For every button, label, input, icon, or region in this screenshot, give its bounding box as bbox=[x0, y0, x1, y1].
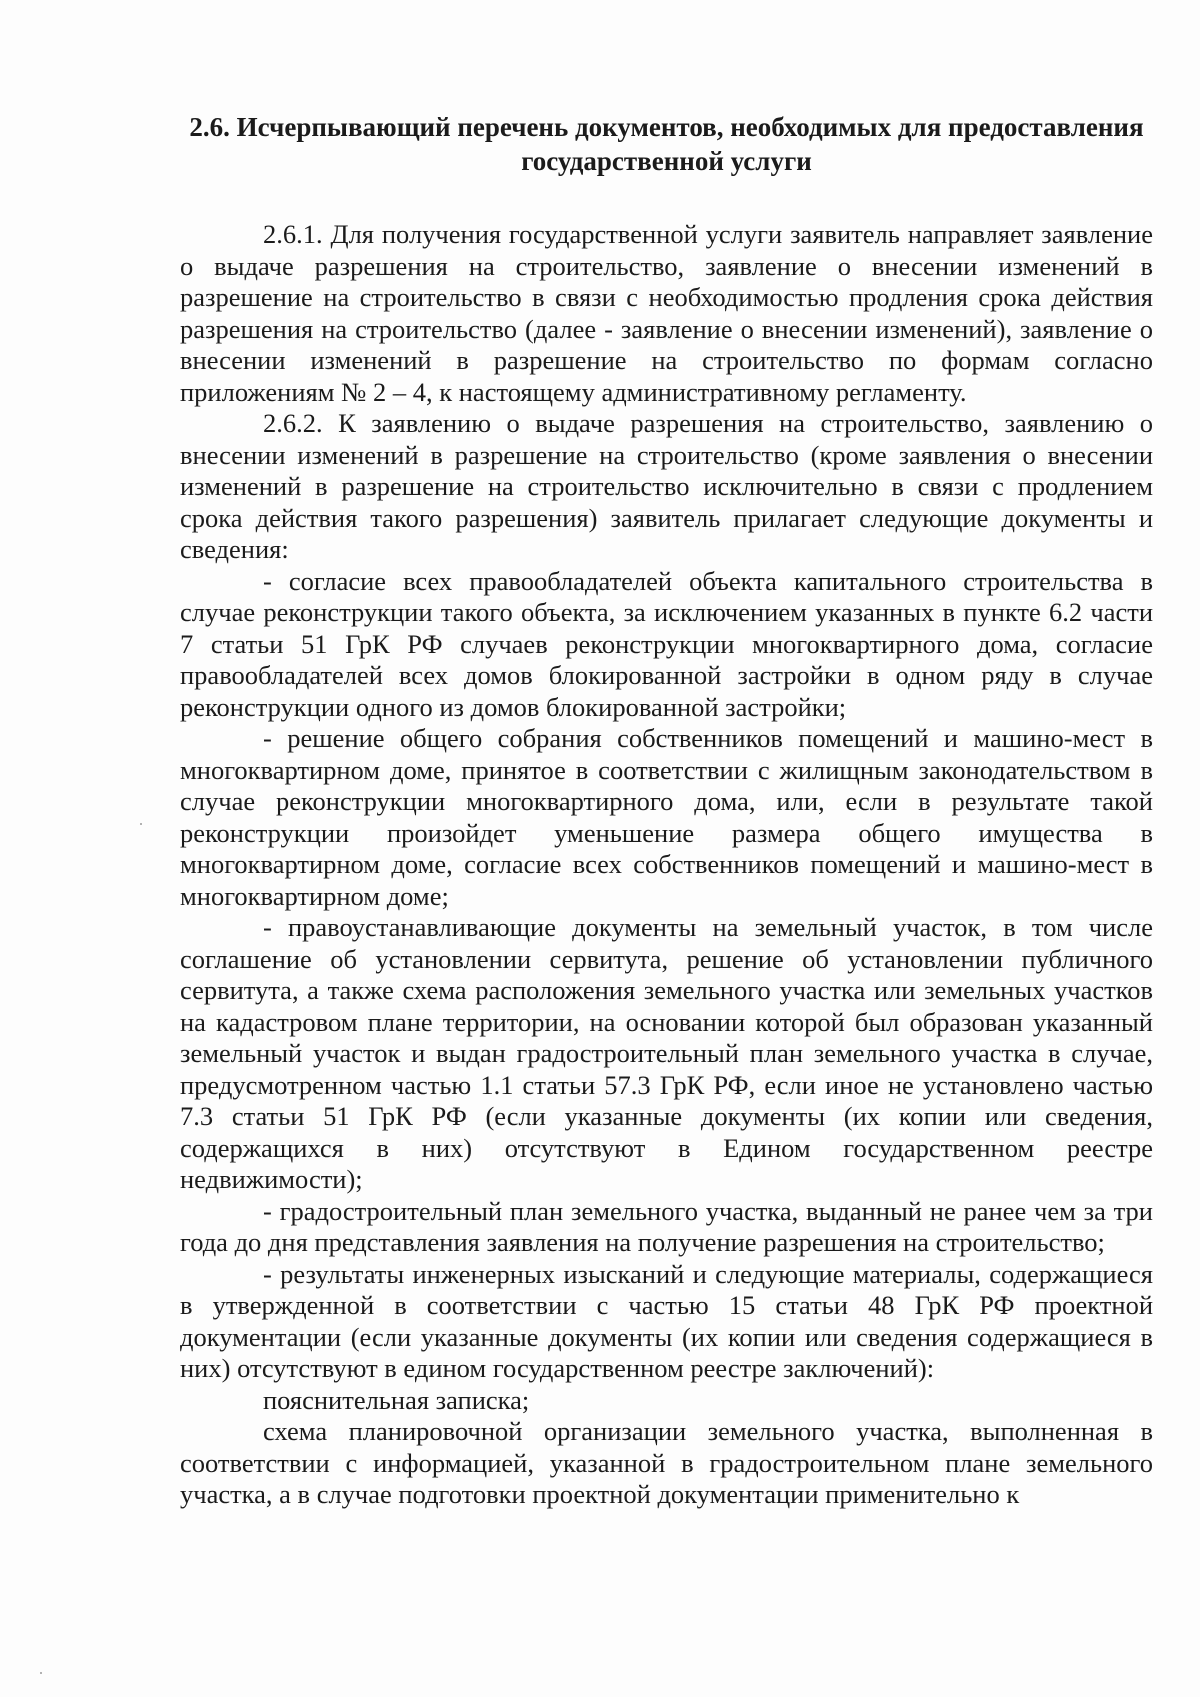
list-item-meeting-decision: - решение общего собрания собственников помещений и машино-мест в многоквартирном доме, принятое в соответствии с жилищным законодательством в случае реконструкции многоквартирного дома, или, если в результате такой реконструкции произойдет уменьшение размера общего имущества в многоквартирном доме, согласие всех собственников помещений и машино-мест в многоквартирном доме; bbox=[180, 723, 1153, 911]
section-title-line-2: государственной услуги bbox=[521, 146, 812, 176]
scan-speck bbox=[140, 823, 142, 825]
list-item-urban-plan: - градостроительный план земельного участка, выданный не ранее чем за три года до дня представления заявления на получение разрешения на строительство; bbox=[180, 1195, 1153, 1257]
list-item-consent: - согласие всех правообладателей объекта капитального строительства в случае реконструкции такого объекта, за исключением указанных в пункте 6.2 части 7 статьи 51 ГрК РФ случаев реконструкции многоквартирного дома, согласие правообладателей всех домов блокированной застройки в одном ряду в случае реконструкции одного из домов блокированной застройки; bbox=[180, 565, 1153, 722]
list-item-explanatory-note: пояснительная записка; bbox=[263, 1384, 530, 1415]
scan-speck bbox=[40, 1672, 42, 1674]
paragraph-2-6-1: 2.6.1. Для получения государственной услуги заявитель направляет заявление о выдаче разрешения на строительство, заявление о внесении изменений в разрешение на строительство в связи с необходимостью продления срока действия разрешения на строительство (далее - заявление о внесении изменений), заявление о внесении изменений в разрешение на строительство по формам согласно приложениям № 2 – 4, к настоящему административному регламенту. bbox=[180, 219, 1153, 407]
list-item-land-documents: - правоустанавливающие документы на земельный участок, в том числе соглашение об установлении сервитута, решение об установлении публичного сервитута, а также схема расположения земельного участка или земельных участков на кадастровом плане территории, на основании которой был образован указанный земельный участок и выдан градостроительный план земельного участка в случае, предусмотренном частью 1.1 статьи 57.3 ГрК РФ, если иное не установлено частью 7.3 статьи 51 ГрК РФ (если указанные документы (их копии или сведения, содержащихся в них) отсутствуют в Едином государственном реестре недвижимости); bbox=[180, 912, 1153, 1194]
list-item-site-plan: схема планировочной организации земельного участка, выполненная в соответствии с информацией, указанной в градостроительном плане земельного участка, а в случае подготовки проектной документации применительно к bbox=[180, 1416, 1153, 1509]
section-title bbox=[180, 110, 1153, 178]
paragraph-2-6-2: 2.6.2. К заявлению о выдаче разрешения на строительство, заявлению о внесении изменений в разрешение на строительство (кроме заявления о внесении изменений в разрешение на строительство исключительно в связи с продлением срока действия такого разрешения) заявитель прилагает следующие документы и сведения: bbox=[180, 408, 1153, 564]
document-body bbox=[180, 110, 1153, 1511]
section-title-line-1: 2.6. Исчерпывающий перечень документов, необходимых для предоставления bbox=[189, 112, 1144, 142]
list-item-survey-results: - результаты инженерных изысканий и следующие материалы, содержащиеся в утвержденной в соответствии с частью 15 статьи 48 ГрК РФ проектной документации (если указанные документы (их копии или сведения содержащиеся в них) отсутствуют в едином государственном реестре заключений): bbox=[180, 1258, 1153, 1383]
